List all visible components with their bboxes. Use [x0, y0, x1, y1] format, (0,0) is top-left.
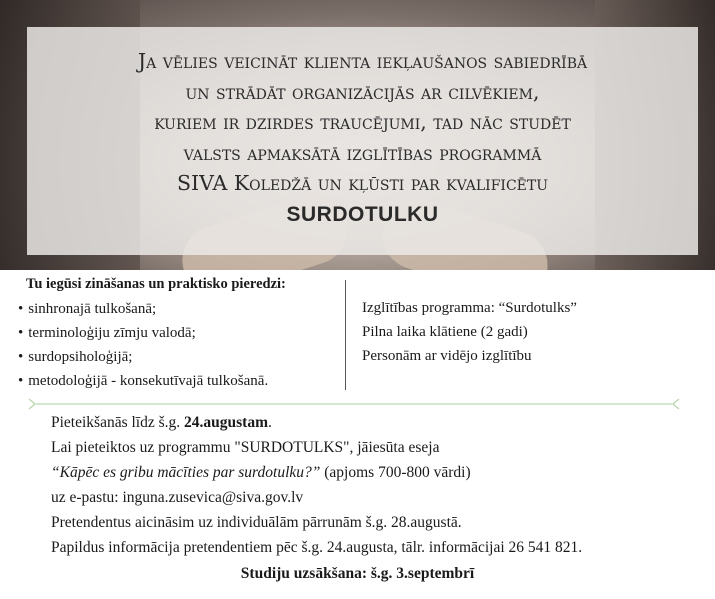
hero-line: SIVA Koledžā un kļūsti par kvalificētu	[176, 171, 549, 195]
program-info-item: Izglītības programma: “Surdotulks”	[362, 300, 577, 316]
program-info-item: Pilna laika klātiene (2 gadi)	[362, 324, 528, 340]
skills-list	[18, 297, 268, 393]
studies-start: Studiju uzsākšana: š.g. 3.septembrī	[240, 565, 475, 582]
interviews-line: Pretendentus aicināsim uz individuālām pārrunām š.g. 28.augustā.	[51, 514, 462, 531]
email-line: uz e-pastu: inguna.zusevica@siva.gov.lv	[51, 489, 304, 506]
hero-line: kuriem ir dzirdes traucējumi, tad nāc studēt	[154, 110, 571, 134]
essay-title: “Kāpēc es gribu mācīties par surdotulku?”	[51, 464, 321, 481]
program-info-item: Personām ar vidējo izglītību	[362, 348, 532, 364]
essay-intro: Lai pieteiktos uz programmu "SURDOTULKS", jāiesūta eseja	[51, 439, 440, 456]
more-info-line: Papildus informācija pretendentiem pēc š.g. 24.augusta, tālr. informācijai 26 541 821.	[51, 539, 583, 556]
section-divider-line	[28, 398, 680, 410]
hero-line: Ja vēlies veicināt klienta iekļaušanos sabiedrībā	[137, 49, 588, 73]
hero-emphasis: SURDOTULKU	[286, 202, 439, 226]
column-divider	[345, 280, 346, 390]
skills-list-item: • terminoloģiju zīmju valodā;	[18, 321, 268, 345]
essay-line	[51, 460, 582, 485]
program-info	[362, 296, 577, 368]
application-info	[51, 410, 582, 560]
skills-list-item: • surdopsiholoģijā;	[18, 345, 268, 369]
hero-banner	[0, 0, 715, 270]
hero-line: un strādāt organizācijās ar cilvēkiem,	[185, 79, 540, 104]
essay-volume: (apjoms 700-800 vārdi)	[320, 464, 471, 481]
skills-list-item: • metodoloģijā - konsekutīvajā tulkošanā.	[18, 369, 268, 393]
hero-line: valsts apmaksātā izglītības programmā	[183, 140, 542, 165]
skills-title: Tu iegūsi zināšanas un praktisko pieredzi:	[26, 276, 286, 292]
hero-headline	[27, 46, 698, 231]
deadline-line	[51, 410, 582, 435]
deadline-prefix: Pieteikšanās līdz š.g.	[51, 414, 185, 431]
section-divider	[28, 398, 680, 410]
deadline-suffix: .	[268, 414, 272, 431]
deadline-date: 24.augustam	[184, 414, 269, 431]
hero-text-panel	[27, 27, 698, 255]
skills-list-item: • sinhronajā tulkošanā;	[18, 297, 268, 321]
